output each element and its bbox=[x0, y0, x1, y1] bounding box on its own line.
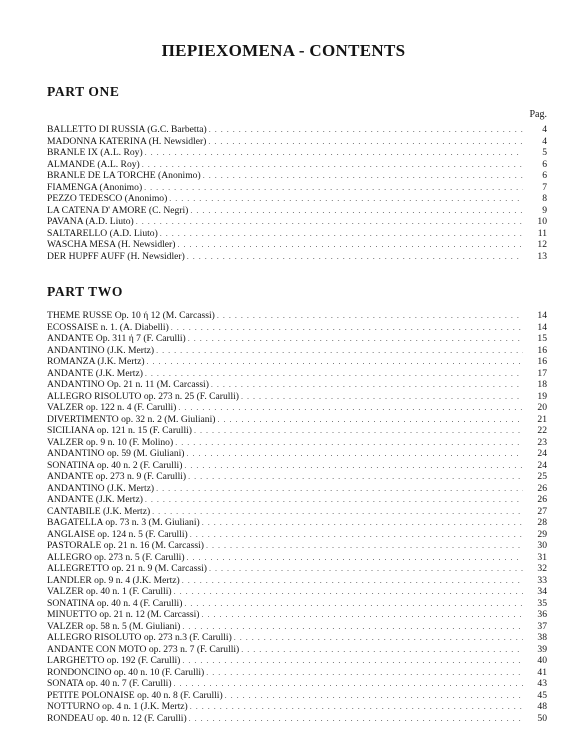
dot-leader bbox=[187, 251, 523, 263]
dot-leader bbox=[241, 644, 523, 656]
toc-entry bbox=[47, 124, 547, 136]
dot-leader bbox=[178, 402, 523, 414]
toc-entry-page: 25 bbox=[537, 471, 547, 482]
toc-entry-page: 16 bbox=[537, 356, 547, 367]
dot-leader bbox=[217, 414, 523, 426]
dot-leader bbox=[182, 575, 523, 587]
toc-entry bbox=[47, 228, 547, 240]
part-one-list bbox=[47, 124, 547, 262]
dot-leader bbox=[174, 678, 523, 690]
toc-entry-page: 26 bbox=[537, 482, 547, 494]
toc-entry-page: 18 bbox=[537, 379, 547, 390]
toc-entry-title: VALZER op. 9 n. 10 (F. Molino) bbox=[47, 436, 174, 448]
dot-leader bbox=[211, 379, 523, 391]
toc-entry bbox=[47, 632, 547, 644]
dot-leader bbox=[147, 356, 523, 368]
toc-entry-page: 43 bbox=[537, 678, 547, 689]
toc-entry-title: FIAMENGA (Anonimo) bbox=[47, 181, 143, 193]
toc-entry-page: 19 bbox=[537, 390, 547, 402]
dot-leader bbox=[206, 667, 523, 679]
dot-leader bbox=[190, 701, 523, 713]
toc-entry-page: 34 bbox=[537, 586, 547, 597]
toc-entry bbox=[47, 147, 547, 159]
toc-entry bbox=[47, 575, 547, 587]
toc-entry bbox=[47, 136, 547, 148]
toc-entry-page: 24 bbox=[537, 459, 547, 471]
page-title: ΠΕΡΙΕΧΟΜΕΝΑ - CONTENTS bbox=[161, 41, 406, 60]
toc-entry bbox=[47, 159, 547, 171]
toc-entry-title: ANDANTINO (J.K. Mertz) bbox=[47, 482, 155, 494]
dot-leader bbox=[187, 552, 523, 564]
toc-entry-page: 17 bbox=[537, 367, 547, 379]
toc-entry-title: BAGATELLA op. 73 n. 3 (M. Giuliani) bbox=[47, 517, 200, 528]
page-column-header: Pag. bbox=[529, 109, 547, 120]
dot-leader bbox=[174, 586, 523, 598]
dot-leader bbox=[142, 159, 523, 171]
toc-entry bbox=[47, 170, 547, 182]
toc-entry-title: VALZER op. 58 n. 5 (M. Giuliani) bbox=[47, 620, 181, 632]
toc-entry-page: 6 bbox=[542, 170, 547, 181]
toc-entry bbox=[47, 563, 547, 575]
toc-entry-title: LANDLER op. 9 n. 4 (J.K. Mertz) bbox=[47, 574, 180, 586]
toc-entry-title: LA CATENA D' AMORE (C. Negri) bbox=[47, 204, 189, 216]
toc-entry-title: SONATA op. 40 n. 7 (F. Carulli) bbox=[47, 678, 172, 689]
toc-entry-page: 48 bbox=[537, 701, 547, 712]
dot-leader bbox=[152, 506, 523, 518]
toc-entry-page: 6 bbox=[542, 158, 547, 170]
toc-entry bbox=[47, 667, 547, 679]
dot-leader bbox=[184, 460, 523, 472]
toc-entry-page: 40 bbox=[537, 655, 547, 666]
dot-leader bbox=[177, 239, 523, 251]
toc-entry-page: 10 bbox=[537, 216, 547, 227]
toc-entry bbox=[47, 345, 547, 357]
toc-entry-title: RONDEAU op. 40 n. 12 (F. Carulli) bbox=[47, 712, 187, 724]
toc-entry-page: 14 bbox=[537, 321, 547, 333]
toc-entry bbox=[47, 437, 547, 449]
toc-entry bbox=[47, 529, 547, 541]
toc-entry-page: 29 bbox=[537, 528, 547, 540]
toc-entry bbox=[47, 193, 547, 205]
toc-entry-title: ROMANZA (J.K. Mertz) bbox=[47, 356, 145, 367]
dot-leader bbox=[194, 425, 523, 437]
toc-entry-title: DER HUPFF AUFF (H. Newsidler) bbox=[47, 250, 185, 262]
toc-entry-title: ANDANTE op. 273 n. 9 (F. Carulli) bbox=[47, 471, 187, 482]
toc-entry-title: ALLEGRO RISOLUTO op. 273 n. 25 (F. Carulli) bbox=[47, 390, 239, 402]
toc-entry bbox=[47, 368, 547, 380]
toc-entry bbox=[47, 379, 547, 391]
toc-entry-title: SALTARELLO (A.D. Liuto) bbox=[47, 227, 158, 239]
toc-entry bbox=[47, 552, 547, 564]
toc-entry-title: ALLEGRO RISOLUTO op. 273 n.3 (F. Carulli) bbox=[47, 632, 232, 643]
toc-entry-page: 45 bbox=[537, 689, 547, 701]
dot-leader bbox=[208, 136, 523, 148]
toc-entry bbox=[47, 239, 547, 251]
toc-entry-page: 37 bbox=[537, 620, 547, 632]
toc-entry bbox=[47, 414, 547, 426]
toc-entry-page: 13 bbox=[537, 250, 547, 262]
dot-leader bbox=[202, 609, 523, 621]
dot-leader bbox=[145, 368, 523, 380]
toc-entry-title: SONATINA op. 40 n. 2 (F. Carulli) bbox=[47, 459, 183, 471]
toc-entry-title: ECOSSAISE n. 1. (A. Diabelli) bbox=[47, 321, 169, 333]
toc-entry-title: PETITE POLONAISE op. 40 n. 8 (F. Carulli) bbox=[47, 689, 223, 701]
toc-entry-title: SICILIANA op. 121 n. 15 (F. Carulli) bbox=[47, 425, 192, 436]
dot-leader bbox=[160, 228, 523, 240]
dot-leader bbox=[190, 205, 523, 217]
dot-leader bbox=[136, 216, 523, 228]
toc-entry-title: VALZER op. 40 n. 1 (F. Carulli) bbox=[47, 586, 172, 597]
toc-entry-title: BRANLE IX (A.L. Roy) bbox=[47, 147, 143, 158]
toc-entry-page: 4 bbox=[542, 124, 547, 135]
dot-leader bbox=[156, 483, 523, 495]
dot-leader bbox=[184, 598, 523, 610]
toc-entry-title: CANTABILE (J.K. Mertz) bbox=[47, 505, 151, 517]
toc-entry bbox=[47, 322, 547, 334]
toc-entry bbox=[47, 333, 547, 345]
dot-leader bbox=[169, 193, 523, 205]
toc-entry-page: 32 bbox=[537, 563, 547, 574]
dot-leader bbox=[206, 540, 523, 552]
toc-entry-title: NOTTURNO op. 4 n. 1 (J.K. Mertz) bbox=[47, 701, 188, 712]
toc-entry-title: ANDANTE Op. 311 ή 7 (F. Carulli) bbox=[47, 333, 186, 344]
toc-entry-title: ANDANTE (J.K. Mertz) bbox=[47, 494, 143, 505]
dot-leader bbox=[209, 563, 523, 575]
toc-entry bbox=[47, 205, 547, 217]
part-two-heading: PART TWO bbox=[47, 284, 123, 299]
dot-leader bbox=[217, 310, 523, 322]
toc-entry-title: ALMANDE (A.L. Roy) bbox=[47, 158, 140, 170]
toc-entry-title: PAVANA (A.D. Liuto) bbox=[47, 216, 134, 227]
toc-entry bbox=[47, 644, 547, 656]
toc-entry bbox=[47, 356, 547, 368]
toc-entry-page: 31 bbox=[537, 551, 547, 563]
dot-leader bbox=[171, 322, 523, 334]
toc-entry bbox=[47, 655, 547, 667]
toc-entry bbox=[47, 216, 547, 228]
dot-leader bbox=[225, 690, 523, 702]
toc-entry bbox=[47, 425, 547, 437]
toc-entry-page: 36 bbox=[537, 609, 547, 620]
toc-entry-title: BRANLE DE LA TORCHE (Anonimo) bbox=[47, 170, 201, 181]
toc-entry-page: 24 bbox=[537, 448, 547, 459]
toc-entry-title: LARGHETTO op. 192 (F. Carulli) bbox=[47, 655, 181, 666]
toc-entry-page: 14 bbox=[537, 310, 547, 321]
toc-entry bbox=[47, 251, 547, 263]
toc-entry bbox=[47, 494, 547, 506]
toc-entry bbox=[47, 483, 547, 495]
toc-entry bbox=[47, 517, 547, 529]
toc-entry-page: 33 bbox=[537, 574, 547, 586]
dot-leader bbox=[175, 437, 523, 449]
toc-entry-title: PEZZO TEDESCO (Anonimo) bbox=[47, 193, 168, 204]
dot-leader bbox=[190, 529, 523, 541]
dot-leader bbox=[241, 391, 523, 403]
toc-entry-page: 41 bbox=[537, 666, 547, 678]
toc-entry-title: ANDANTINO Op. 21 n. 11 (M. Carcassi) bbox=[47, 379, 209, 390]
toc-entry-title: ANDANTE (J.K. Mertz) bbox=[47, 367, 143, 379]
toc-entry-page: 7 bbox=[542, 181, 547, 193]
toc-entry bbox=[47, 701, 547, 713]
part-two-list bbox=[47, 310, 547, 724]
toc-entry-title: ANGLAISE op. 124 n. 5 (F. Carulli) bbox=[47, 528, 188, 540]
toc-entry-page: 4 bbox=[542, 135, 547, 147]
dot-leader bbox=[182, 621, 523, 633]
toc-entry bbox=[47, 391, 547, 403]
toc-entry-page: 5 bbox=[542, 147, 547, 158]
toc-entry bbox=[47, 540, 547, 552]
toc-entry bbox=[47, 586, 547, 598]
toc-entry-page: 8 bbox=[542, 193, 547, 204]
dot-leader bbox=[144, 182, 523, 194]
dot-leader bbox=[182, 655, 523, 667]
toc-entry-page: 20 bbox=[537, 402, 547, 413]
toc-entry-page: 27 bbox=[537, 505, 547, 517]
toc-entry bbox=[47, 460, 547, 472]
toc-entry bbox=[47, 506, 547, 518]
toc-entry-title: MADONNA KATERINA (H. Newsidler) bbox=[47, 135, 207, 147]
toc-entry-title: SONATINA op. 40 n. 4 (F. Carulli) bbox=[47, 597, 183, 609]
dot-leader bbox=[187, 448, 524, 460]
toc-entry-title: ANDANTINO op. 59 (M. Giuliani) bbox=[47, 448, 185, 459]
toc-entry-title: VALZER op. 122 n. 4 (F. Carulli) bbox=[47, 402, 177, 413]
toc-entry-page: 28 bbox=[537, 517, 547, 528]
toc-entry-title: THEME RUSSE Op. 10 ή 12 (M. Carcassi) bbox=[47, 310, 215, 321]
toc-entry-page: 9 bbox=[542, 204, 547, 216]
toc-entry bbox=[47, 713, 547, 725]
toc-entry bbox=[47, 448, 547, 460]
toc-entry bbox=[47, 678, 547, 690]
part-one-heading: PART ONE bbox=[47, 84, 120, 99]
dot-leader bbox=[145, 494, 523, 506]
toc-entry bbox=[47, 402, 547, 414]
toc-entry-title: ALLEGRETTO op. 21 n. 9 (M. Carcassi) bbox=[47, 563, 207, 574]
toc-entry-title: ALLEGRO op. 273 n. 5 (F. Carulli) bbox=[47, 551, 185, 563]
toc-entry-title: WASCHA MESA (H. Newsidler) bbox=[47, 239, 176, 250]
dot-leader bbox=[188, 471, 523, 483]
dot-leader bbox=[203, 170, 523, 182]
toc-entry-title: RONDONCINO op. 40 n. 10 (F. Carulli) bbox=[47, 666, 205, 678]
toc-entry-page: 26 bbox=[537, 494, 547, 505]
toc-entry-page: 22 bbox=[537, 425, 547, 436]
toc-entry-page: 11 bbox=[537, 227, 547, 239]
toc-entry-page: 30 bbox=[537, 540, 547, 551]
dot-leader bbox=[209, 124, 523, 136]
toc-entry-title: PASTORALE op. 21 n. 16 (M. Carcassi) bbox=[47, 540, 204, 551]
toc-entry-title: MINUETTO op. 21 n. 12 (M. Carcassi) bbox=[47, 609, 200, 620]
toc-entry-page: 21 bbox=[537, 413, 547, 425]
dot-leader bbox=[145, 147, 523, 159]
toc-entry-page: 50 bbox=[537, 712, 547, 724]
toc-entry-page: 38 bbox=[537, 632, 547, 643]
toc-entry-page: 35 bbox=[537, 597, 547, 609]
toc-entry-page: 12 bbox=[537, 239, 547, 250]
toc-entry bbox=[47, 182, 547, 194]
toc-entry-page: 23 bbox=[537, 436, 547, 448]
toc-entry-page: 39 bbox=[537, 643, 547, 655]
toc-entry bbox=[47, 621, 547, 633]
toc-entry-page: 15 bbox=[537, 333, 547, 344]
dot-leader bbox=[156, 345, 523, 357]
dot-leader bbox=[202, 517, 523, 529]
dot-leader bbox=[188, 333, 523, 345]
toc-entry-title: ANDANTINO (J.K. Mertz) bbox=[47, 344, 155, 356]
toc-entry-title: BALLETTO DI RUSSIA (G.C. Barbetta) bbox=[47, 124, 207, 135]
toc-entry bbox=[47, 598, 547, 610]
toc-entry-title: DIVERTIMENTO op. 32 n. 2 (M. Giuliani) bbox=[47, 413, 216, 425]
dot-leader bbox=[234, 632, 523, 644]
toc-entry bbox=[47, 609, 547, 621]
toc-entry bbox=[47, 690, 547, 702]
toc-entry bbox=[47, 310, 547, 322]
toc-entry bbox=[47, 471, 547, 483]
dot-leader bbox=[189, 713, 523, 725]
toc-entry-title: ANDANTE CON MOTO op. 273 n. 7 (F. Carulli) bbox=[47, 643, 240, 655]
toc-entry-page: 16 bbox=[537, 344, 547, 356]
